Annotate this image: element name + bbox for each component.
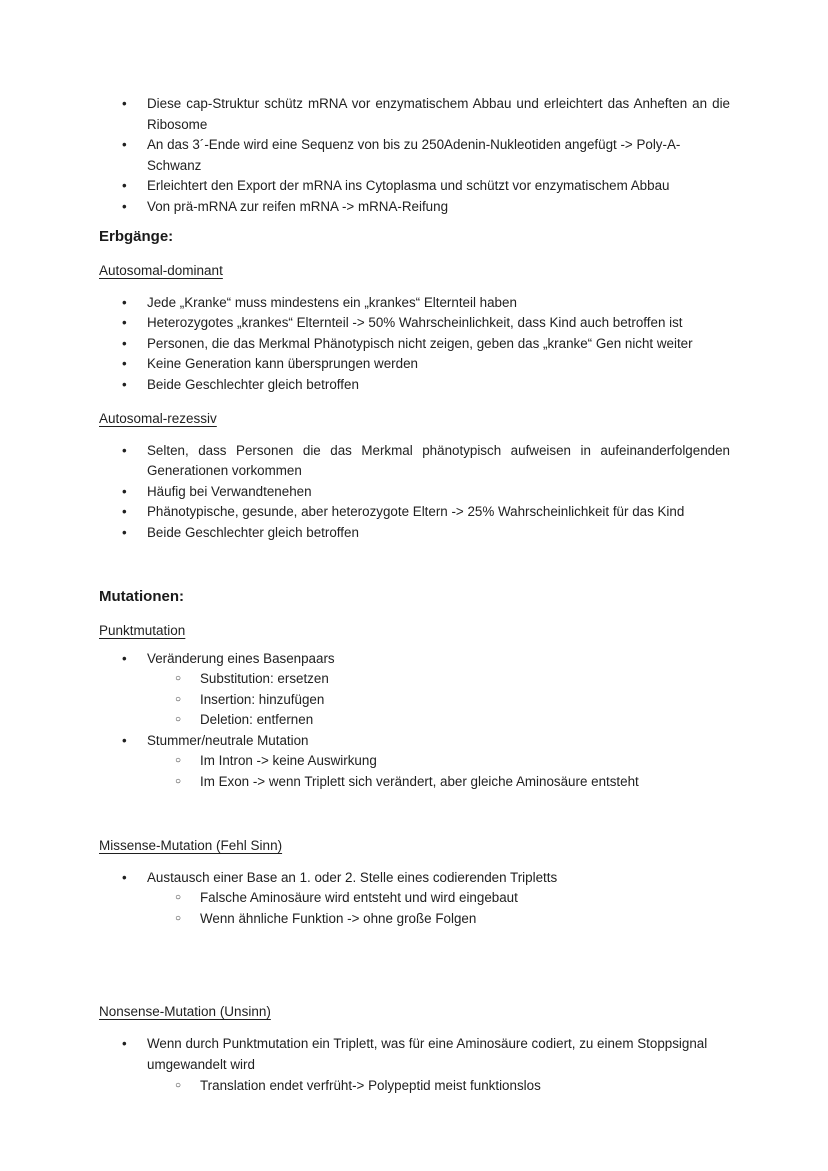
list-item-text: Von prä-mRNA zur reifen mRNA -> mRNA-Reifung (147, 198, 449, 214)
list-item-text: Erleichtert den Export der mRNA ins Cytoplasma und schützt vor enzymatischem Abbau (147, 178, 670, 194)
list-item (99, 888, 730, 909)
section-subheading: Autosomal-rezessiv (99, 410, 217, 426)
list-item-text: Jede „Kranke“ muss mindestens ein „krankes“ Elternteil haben (147, 294, 517, 310)
bullet-list (99, 1034, 730, 1096)
list-item-text: Beide Geschlechter gleich betroffen (147, 376, 359, 392)
list-item (99, 772, 730, 793)
list-item (99, 502, 730, 523)
list-item-text: Personen, die das Merkmal Phänotypisch nicht zeigen, geben das „kranke“ Gen nicht weiter (147, 335, 693, 351)
bullet-list (99, 868, 730, 930)
list-item (99, 313, 730, 334)
list-item-text: Heterozygotes „krankes“ Elternteil -> 50% Wahrscheinlichkeit, dass Kind auch betroffen ist (147, 315, 683, 331)
bullet-icon: • (122, 732, 127, 748)
list-item (99, 176, 730, 197)
list-item (99, 197, 730, 218)
list-item-text: Phänotypische, gesunde, aber heterozygote Eltern -> 25% Wahrscheinlichkeit für das Kind (147, 504, 685, 520)
bullet-icon: • (122, 376, 127, 392)
bullet-icon: • (122, 1036, 127, 1052)
list-item-text: Wenn durch Punktmutation ein Triplett, was für eine Aminosäure codiert, zu einem Stoppsignal umgewandelt wird (147, 1036, 708, 1073)
list-item (99, 731, 730, 752)
circle-bullet-icon: ○ (175, 673, 182, 685)
section-subheading: Missense-Mutation (Fehl Sinn) (99, 837, 283, 853)
bullet-icon: • (122, 294, 127, 310)
bullet-icon: • (122, 524, 127, 540)
list-item-text: Keine Generation kann übersprungen werden (147, 356, 418, 372)
list-item (99, 649, 730, 670)
circle-bullet-icon: ○ (175, 1079, 182, 1091)
section-subheading: Nonsense-Mutation (Unsinn) (99, 1004, 271, 1020)
bullet-icon: • (122, 650, 127, 666)
bullet-icon: • (122, 483, 127, 499)
list-item (99, 354, 730, 375)
list-item (99, 669, 730, 690)
list-item-text: Im Intron -> keine Auswirkung (200, 753, 377, 769)
section-subheading: Autosomal-dominant (99, 262, 223, 278)
section-subheading: Punktmutation (99, 622, 186, 638)
circle-bullet-icon: ○ (175, 714, 182, 726)
section-heading: Mutationen: (99, 587, 184, 605)
bullet-list (99, 649, 730, 793)
bullet-list (99, 293, 730, 396)
circle-bullet-icon: ○ (175, 892, 182, 904)
list-item (99, 1034, 730, 1075)
list-item-text: Stummer/neutrale Mutation (147, 732, 309, 748)
list-item (99, 523, 730, 544)
list-item-text: Austausch einer Base an 1. oder 2. Stelle eines codierenden Tripletts (147, 869, 558, 885)
list-item (99, 441, 730, 482)
bullet-list (99, 94, 730, 218)
bullet-icon: • (122, 869, 127, 885)
list-item-text: Translation endet verfrüht-> Polypeptid meist funktionslos (200, 1077, 541, 1093)
list-item (99, 94, 730, 135)
bullet-icon: • (122, 178, 127, 194)
circle-bullet-icon: ○ (175, 912, 182, 924)
list-item-text: Häufig bei Verwandtenehen (147, 483, 312, 499)
bullet-icon: • (122, 137, 127, 153)
list-item (99, 690, 730, 711)
list-item-text: Beide Geschlechter gleich betroffen (147, 524, 359, 540)
list-item-text: Insertion: hinzufügen (200, 691, 325, 707)
list-item-text: An das 3´-Ende wird eine Sequenz von bis zu 250Adenin-Nukleotiden angefügt -> Poly-A-Schwanz (147, 137, 681, 173)
bullet-icon: • (122, 315, 127, 331)
list-item (99, 375, 730, 396)
list-item (99, 751, 730, 772)
list-item (99, 909, 730, 930)
list-item-text: Substitution: ersetzen (200, 671, 329, 687)
list-item-text: Im Exon -> wenn Triplett sich verändert, aber gleiche Aminosäure entsteht (200, 774, 639, 790)
circle-bullet-icon: ○ (175, 693, 182, 705)
bullet-icon: • (122, 335, 127, 351)
list-item-text: Selten, dass Personen die das Merkmal phänotypisch aufweisen in aufeinanderfolgenden Generationen vorkommen (147, 442, 730, 479)
list-item (99, 135, 730, 176)
bullet-icon: • (122, 96, 127, 111)
list-item (99, 293, 730, 314)
list-item-text: Falsche Aminosäure wird entsteht und wird eingebaut (200, 890, 518, 906)
circle-bullet-icon: ○ (175, 755, 182, 767)
list-item (99, 1076, 730, 1097)
bullet-icon: • (122, 442, 127, 458)
circle-bullet-icon: ○ (175, 776, 182, 788)
section-heading: Erbgänge: (99, 227, 174, 245)
list-item (99, 482, 730, 503)
list-item (99, 334, 730, 355)
bullet-icon: • (122, 356, 127, 372)
list-item (99, 868, 730, 889)
list-item-text: Wenn ähnliche Funktion -> ohne große Folgen (200, 910, 477, 926)
list-item (99, 710, 730, 731)
bullet-icon: • (122, 504, 127, 520)
list-item-text: Veränderung eines Basenpaars (147, 650, 335, 666)
bullet-icon: • (122, 198, 127, 214)
list-item-text: Deletion: entfernen (200, 712, 314, 728)
document-content (99, 94, 730, 1096)
list-item-text: Diese cap-Struktur schütz mRNA vor enzymatischem Abbau und erleichtert das Anheften an die Ribosome (147, 96, 730, 132)
bullet-list (99, 441, 730, 544)
